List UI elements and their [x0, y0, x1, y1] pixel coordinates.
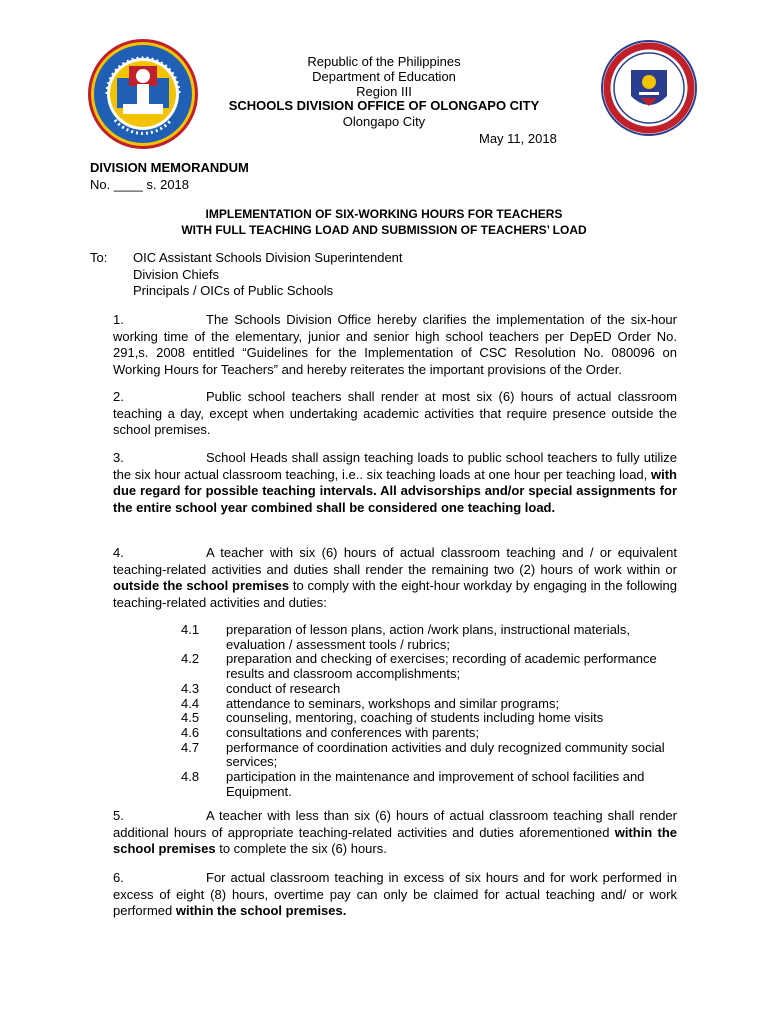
paragraph-number: 3.: [113, 450, 124, 465]
paragraph-bold-text: All advisorships and/or special assignments for the entire school year combined shall be considered one teaching load.: [113, 483, 677, 515]
list-item: [181, 711, 681, 726]
list-item: [181, 697, 681, 712]
paragraph-number: 4.: [113, 545, 124, 560]
header-city: Olongapo City: [342, 114, 426, 129]
activities-list: [181, 623, 681, 799]
paragraph-4: [113, 545, 677, 611]
list-item-text: consultations and conferences with parents;: [226, 724, 479, 740]
paragraph-bold-text: within the school premises.: [175, 903, 347, 918]
paragraph-bold-text: with due regard for possible teaching intervals: [113, 466, 677, 498]
paragraph-text: A teacher with less than six (6) hours of actual classroom teaching shall render additional hours of appropriate teaching-related activities and duties aforementioned: [113, 808, 677, 840]
paragraph-3: [113, 450, 677, 516]
list-item: [181, 726, 681, 741]
list-item: [181, 652, 681, 681]
recipient: OIC Assistant Schools Division Superintendent: [133, 250, 403, 265]
paragraph-text: School Heads shall assign teaching loads to public school teachers to fully utilize the six hour actual classroom teaching, i.e.. six teaching loads at one hour per teaching load,: [113, 450, 677, 482]
recipient: Division Chiefs: [133, 267, 219, 282]
list-item-text: preparation of lesson plans, action /work plans, instructional materials, evaluation / assessment tools / rubrics;: [226, 622, 630, 652]
list-item-text: participation in the maintenance and improvement of school facilities and Equipment.: [226, 769, 645, 799]
memo-date: May 11, 2018: [479, 131, 557, 146]
list-item-text: attendance to seminars, workshops and similar programs;: [226, 695, 560, 711]
subject-line-2: WITH FULL TEACHING LOAD AND SUBMISSION OF TEACHERS’ LOAD: [181, 223, 587, 237]
paragraph-text: to complete the six (6) hours.: [215, 841, 387, 856]
memo-title: DIVISION MEMORANDUM: [90, 160, 249, 175]
recipient: Principals / OICs of Public Schools: [133, 283, 334, 298]
to-label: To:: [90, 250, 108, 265]
list-item-text: conduct of research: [226, 680, 341, 696]
header-region: Region III: [356, 84, 412, 99]
list-item-number: 4.7: [181, 739, 200, 755]
paragraph-text: Public school teachers shall render at most six (6) hours of actual classroom teaching a day, except when undertaking academic activities that require presence outside the school premises.: [113, 389, 677, 437]
subject-line-1: IMPLEMENTATION OF SIX-WORKING HOURS FOR TEACHERS: [205, 207, 563, 221]
paragraph-6: [113, 870, 677, 920]
list-item-number: 4.8: [181, 769, 200, 785]
list-item-number: 4.2: [181, 651, 200, 667]
list-item-number: 4.1: [181, 622, 200, 637]
list-item-text: counseling, mentoring, coaching of students including home visits: [226, 710, 604, 726]
paragraph-text: For actual classroom teaching in excess of six hours and for work performed in excess of eight (8) hours, overtime pay can only be claimed for actual teaching and/ or work performed: [113, 870, 677, 918]
list-item-number: 4.3: [181, 680, 200, 696]
list-item-number: 4.6: [181, 724, 200, 740]
header-republic: Republic of the Philippines: [307, 54, 461, 69]
paragraph-text: to comply with the eight-hour workday by engaging in the following teaching-related activities and duties:: [113, 578, 677, 610]
paragraph-1: [113, 312, 677, 378]
paragraph-bold-text: .: [373, 483, 381, 498]
paragraph-bold-text: outside the school premises: [113, 578, 290, 593]
memo-number: No. ____ s. 2018: [90, 177, 190, 192]
paragraph-bold-text: within the school premises: [113, 824, 677, 856]
list-item: [181, 770, 681, 799]
list-item-number: 4.4: [181, 695, 200, 711]
list-item: [181, 682, 681, 697]
header-office: SCHOOLS DIVISION OFFICE OF OLONGAPO CITY: [228, 98, 540, 113]
paragraph-number: 2.: [113, 389, 124, 404]
list-item: [181, 741, 681, 770]
paragraph-number: 6.: [113, 870, 124, 885]
paragraph-number: 1.: [113, 312, 124, 327]
paragraph-2: [113, 389, 677, 439]
paragraph-number: 5.: [113, 808, 124, 823]
list-item-text: preparation and checking of exercises; recording of academic performance results and classroom accomplishments;: [226, 651, 657, 682]
list-item-number: 4.5: [181, 710, 200, 726]
paragraph-text: The Schools Division Office hereby clarifies the implementation of the six-hour working time of the elementary, junior and senior high school teachers per DepED Order No. 291,s. 2008 entitled “Guidelines for the Implementation of CSC Resolution No. 080096 on Working Hours for Teachers” and hereby reiterates the important provisions of the Order.: [113, 312, 677, 377]
paragraph-5: [113, 808, 677, 858]
list-item-text: performance of coordination activities and duly recognized community social services;: [226, 739, 665, 770]
header-department: Department of Education: [312, 69, 456, 84]
paragraph-text: A teacher with six (6) hours of actual classroom teaching and / or equivalent teaching-related activities and duties shall render the remaining two (2) hours of work within or: [113, 545, 677, 577]
list-item: [181, 623, 681, 652]
